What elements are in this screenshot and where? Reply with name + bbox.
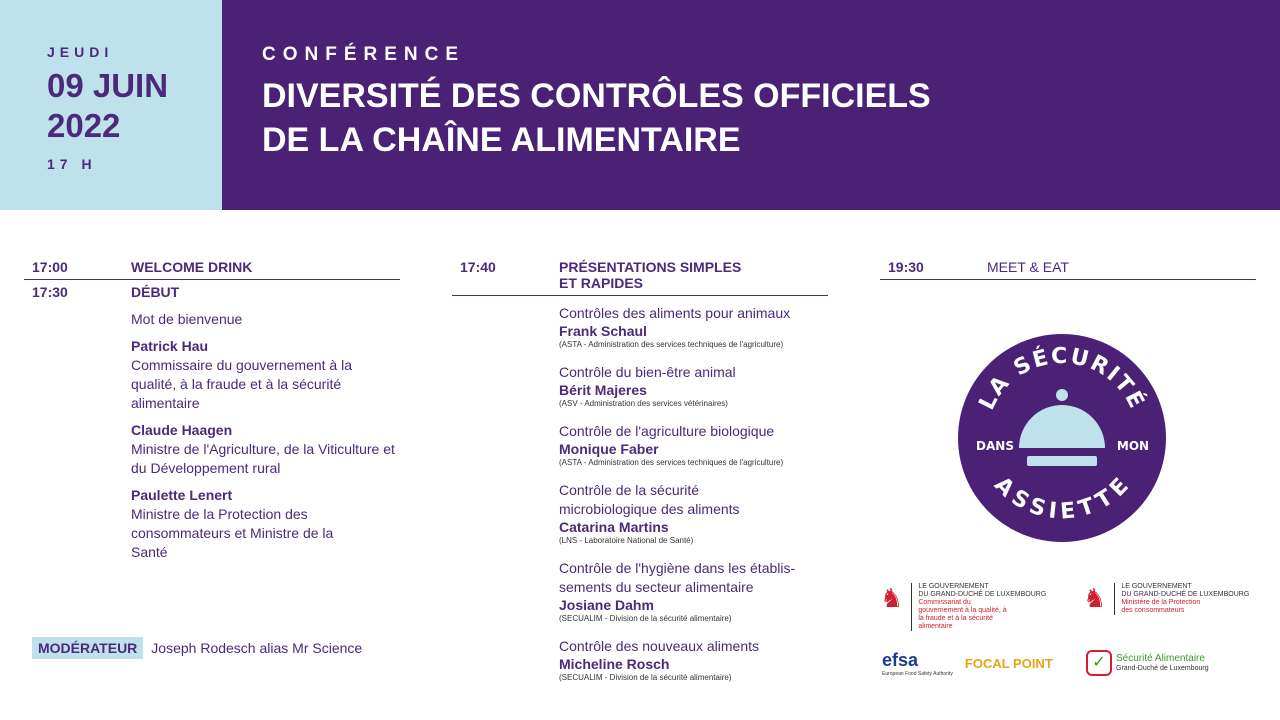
speaker-role: Commissaire du gouvernement à la qualité, à la fraude et à la sécurité alimentaire [131, 357, 352, 411]
presenter-org: (ASV - Administration des services vétérinaires) [559, 399, 728, 408]
label: DÉBUT [131, 284, 180, 300]
time: 17:00 [32, 259, 68, 275]
speaker-role: Ministre de la Protection des consommateurs et Ministre de la Santé [131, 506, 334, 560]
label: MEET & EAT [987, 259, 1069, 275]
gov-logo-2 [1083, 583, 1263, 615]
gov-line1: LE GOUVERNEMENT [1121, 583, 1192, 590]
check-icon: ✓ [1086, 650, 1112, 676]
schedule-row [24, 255, 400, 280]
presenter-org: (SECUALIM - Division de la sécurité alimentaire) [559, 614, 732, 623]
presenter-org: (LNS - Laboratoire National de Santé) [559, 536, 694, 545]
presenter-name: Frank Schaul [559, 323, 647, 339]
date-line2: 2022 [47, 107, 121, 144]
date-panel [0, 0, 222, 210]
date-line1: 09 JUIN [47, 67, 169, 104]
time: 19:30 [888, 259, 924, 275]
list-item [559, 363, 828, 408]
label-line2: ET RAPIDES [559, 275, 644, 291]
securite-assiette-badge [957, 333, 1167, 543]
page-title-line1: DIVERSITÉ DES CONTRÔLES OFFICIELS [262, 77, 931, 115]
welcome-block [24, 310, 400, 562]
focal-point: FOCAL POINT [964, 656, 1053, 671]
presentation-title: Contrôle de l'agriculture biologique [559, 423, 775, 439]
secu-sub: Grand-Duché de Luxembourg [1116, 665, 1209, 672]
presenter-org: (ASTA - Administration des services techniques de l'agriculture) [559, 340, 784, 349]
program-column-2 [452, 255, 828, 682]
presenter-name: Josiane Dahm [559, 597, 654, 613]
gov-sub: Ministère de la Protection des consommateurs [1121, 599, 1201, 614]
efsa-sub: European Food Safety Authority [882, 671, 953, 677]
gov-sub: Commissariat du gouvernement à la qualité, à la fraude et à la sécurité alimentaire [918, 599, 1007, 630]
moderator [32, 637, 362, 659]
schedule-row [452, 255, 828, 296]
moderator-name: Joseph Rodesch alias Mr Science [151, 640, 363, 656]
list-item [559, 637, 828, 682]
list-item [559, 481, 828, 545]
header-banner [222, 0, 1280, 210]
label [559, 259, 741, 291]
presenter-org: (SECUALIM - Division de la sécurité alimentaire) [559, 673, 732, 682]
presenter-name: Monique Faber [559, 441, 659, 457]
secu-text: Sécurité Alimentaire [1116, 653, 1205, 664]
program-column-1 [24, 255, 400, 562]
time: 17:30 [32, 284, 68, 300]
badge-text-bottom: ASSIETTE [989, 472, 1135, 525]
lion-icon: ♞ [1083, 583, 1107, 613]
date-hour: 17 H [47, 156, 97, 172]
page-title-line2: DE LA CHAÎNE ALIMENTAIRE [262, 121, 741, 159]
gov-line2: DU GRAND-DUCHÉ DE LUXEMBOURG [918, 591, 1047, 598]
presenter-org: (ASTA - Administration des services techniques de l'agriculture) [559, 458, 784, 467]
presentation-title: Contrôles des aliments pour animaux [559, 305, 791, 321]
presentation-list [452, 304, 828, 682]
badge-text-right: MON [1116, 439, 1150, 453]
gov-line2: DU GRAND-DUCHÉ DE LUXEMBOURG [1121, 591, 1250, 598]
badge-text-left: DANS [976, 439, 1014, 453]
schedule-row [880, 255, 1256, 280]
badge-text-top: LA SÉCURITÉ [974, 343, 1150, 414]
date-day: JEUDI [47, 44, 114, 60]
program-column-3 [880, 255, 1256, 280]
moderator-label: MODÉRATEUR [32, 637, 143, 659]
time: 17:40 [460, 259, 496, 275]
presentation-title: Contrôle de la sécurité microbiologique des aliments [559, 482, 740, 517]
presenter-name: Catarina Martins [559, 519, 669, 535]
presentation-title: Contrôle de l'hygiène dans les établis-sements du secteur alimentaire [559, 560, 796, 595]
efsa-text: efsa [882, 650, 919, 670]
label-line1: PRÉSENTATIONS SIMPLES [559, 259, 742, 275]
list-item [559, 304, 828, 349]
gov-logo-1 [880, 583, 1060, 631]
header-kicker: CONFÉRENCE [262, 44, 466, 65]
securite-alimentaire-logo [1086, 650, 1209, 676]
list-item [559, 559, 828, 623]
speaker-name: Paulette Lenert [131, 487, 233, 503]
presenter-name: Bérit Majeres [559, 382, 647, 398]
list-item [559, 422, 828, 467]
speaker-name: Claude Haagen [131, 422, 233, 438]
presentation-title: Contrôle des nouveaux aliments [559, 638, 760, 654]
presentation-title: Contrôle du bien-être animal [559, 364, 736, 380]
welcome-label: Mot de bienvenue [131, 311, 243, 327]
schedule-row [24, 280, 400, 304]
label: WELCOME DRINK [131, 259, 253, 275]
efsa-logo [882, 650, 1053, 678]
speaker-role: Ministre de l'Agriculture, de la Viticulture et du Développement rural [131, 441, 395, 476]
gov-line1: LE GOUVERNEMENT [918, 583, 989, 590]
presenter-name: Micheline Rosch [559, 656, 670, 672]
lion-icon: ♞ [880, 583, 904, 613]
speaker-name: Patrick Hau [131, 338, 209, 354]
